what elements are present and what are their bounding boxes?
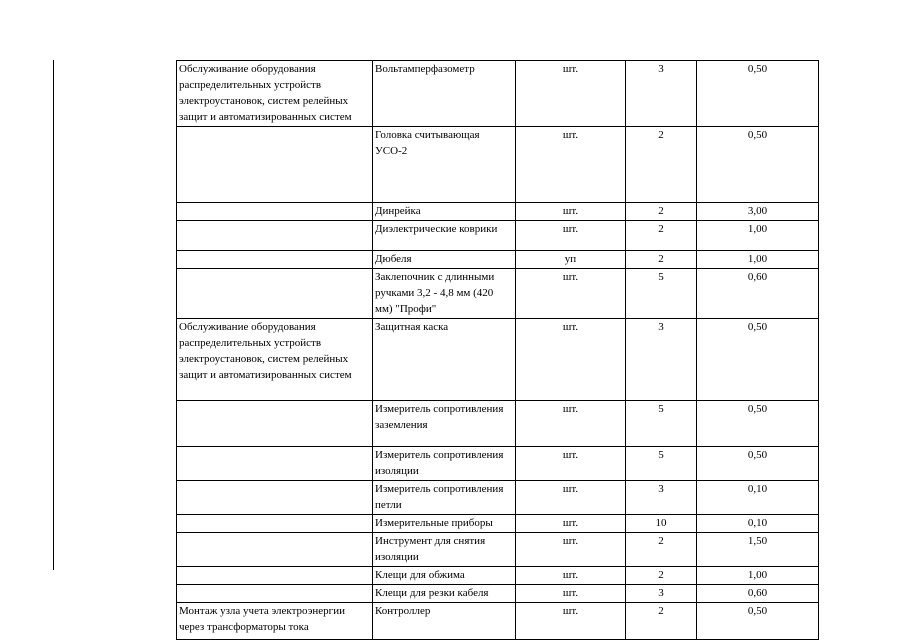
item-name-cell: Контроллер — [373, 603, 516, 640]
unit-cell: шт. — [516, 203, 626, 221]
price-cell: 0,50 — [697, 127, 819, 203]
work-type-cell — [177, 269, 373, 319]
table-row — [177, 585, 819, 603]
item-name-cell: Инструмент для снятия изоляции — [373, 533, 516, 567]
price-cell: 1,00 — [697, 221, 819, 251]
price-cell: 0,10 — [697, 481, 819, 515]
quantity-cell: 3 — [626, 481, 697, 515]
work-type-cell — [177, 447, 373, 481]
unit-cell: шт. — [516, 481, 626, 515]
quantity-cell: 3 — [626, 319, 697, 401]
price-cell: 0,10 — [697, 515, 819, 533]
unit-cell: шт. — [516, 447, 626, 481]
quantity-cell: 5 — [626, 269, 697, 319]
table-row — [177, 515, 819, 533]
item-name-cell: Измерительные приборы — [373, 515, 516, 533]
price-cell: 0,50 — [697, 401, 819, 447]
price-cell: 1,00 — [697, 567, 819, 585]
quantity-cell: 5 — [626, 401, 697, 447]
table-row — [177, 127, 819, 203]
quantity-cell: 10 — [626, 515, 697, 533]
item-name-cell: Диэлектрические коврики — [373, 221, 516, 251]
work-type-cell — [177, 567, 373, 585]
price-cell: 0,50 — [697, 61, 819, 127]
item-name-cell: Защитная каска — [373, 319, 516, 401]
table-row — [177, 319, 819, 401]
work-type-cell: Обслуживание оборудования распределительных устройств электроустановок, систем релейных защит и автоматизированных систем — [177, 61, 373, 127]
table-row — [177, 269, 819, 319]
table-row — [177, 401, 819, 447]
unit-cell: шт. — [516, 61, 626, 127]
work-type-cell — [177, 515, 373, 533]
price-cell: 0,50 — [697, 603, 819, 640]
work-type-cell — [177, 203, 373, 221]
price-cell: 1,00 — [697, 251, 819, 269]
equipment-table-body — [177, 61, 819, 640]
table-row — [177, 221, 819, 251]
work-type-cell — [177, 585, 373, 603]
price-cell: 0,60 — [697, 585, 819, 603]
item-name-cell: Головка считывающая УСО-2 — [373, 127, 516, 203]
quantity-cell: 2 — [626, 251, 697, 269]
price-cell: 0,60 — [697, 269, 819, 319]
quantity-cell: 2 — [626, 567, 697, 585]
unit-cell: шт. — [516, 401, 626, 447]
price-cell: 0,50 — [697, 319, 819, 401]
item-name-cell: Измеритель сопротивления заземления — [373, 401, 516, 447]
unit-cell: шт. — [516, 585, 626, 603]
item-name-cell: Клещи для обжима — [373, 567, 516, 585]
quantity-cell: 2 — [626, 221, 697, 251]
item-name-cell: Динрейка — [373, 203, 516, 221]
unit-cell: шт. — [516, 127, 626, 203]
table-row — [177, 447, 819, 481]
work-type-cell — [177, 127, 373, 203]
item-name-cell: Дюбеля — [373, 251, 516, 269]
price-cell: 3,00 — [697, 203, 819, 221]
quantity-cell: 2 — [626, 127, 697, 203]
quantity-cell: 3 — [626, 61, 697, 127]
table-row — [177, 533, 819, 567]
equipment-table — [176, 60, 819, 640]
table-row — [177, 203, 819, 221]
unit-cell: шт. — [516, 567, 626, 585]
work-type-cell — [177, 481, 373, 515]
unit-cell: шт. — [516, 515, 626, 533]
table-row — [177, 603, 819, 640]
work-type-cell — [177, 251, 373, 269]
quantity-cell: 2 — [626, 603, 697, 640]
item-name-cell: Клещи для резки кабеля — [373, 585, 516, 603]
item-name-cell: Измеритель сопротивления петли — [373, 481, 516, 515]
item-name-cell: Заклепочник с длинными ручками 3,2 - 4,8 мм (420 мм) "Профи" — [373, 269, 516, 319]
work-type-cell — [177, 401, 373, 447]
work-type-cell: Обслуживание оборудования распределительных устройств электроустановок, систем релейных защит и автоматизированных систем — [177, 319, 373, 401]
table-row — [177, 481, 819, 515]
unit-cell: шт. — [516, 269, 626, 319]
work-type-cell — [177, 533, 373, 567]
unit-cell: шт. — [516, 603, 626, 640]
item-name-cell: Вольтамперфазометр — [373, 61, 516, 127]
item-name-cell: Измеритель сопротивления изоляции — [373, 447, 516, 481]
work-type-cell: Монтаж узла учета электроэнергии через трансформаторы тока — [177, 603, 373, 640]
work-type-cell — [177, 221, 373, 251]
margin-rule — [53, 60, 54, 570]
quantity-cell: 2 — [626, 203, 697, 221]
quantity-cell: 3 — [626, 585, 697, 603]
unit-cell: шт. — [516, 221, 626, 251]
unit-cell: шт. — [516, 319, 626, 401]
quantity-cell: 2 — [626, 533, 697, 567]
unit-cell: шт. — [516, 533, 626, 567]
unit-cell: уп — [516, 251, 626, 269]
quantity-cell: 5 — [626, 447, 697, 481]
table-row — [177, 567, 819, 585]
price-cell: 1,50 — [697, 533, 819, 567]
table-row — [177, 61, 819, 127]
price-cell: 0,50 — [697, 447, 819, 481]
table-row — [177, 251, 819, 269]
